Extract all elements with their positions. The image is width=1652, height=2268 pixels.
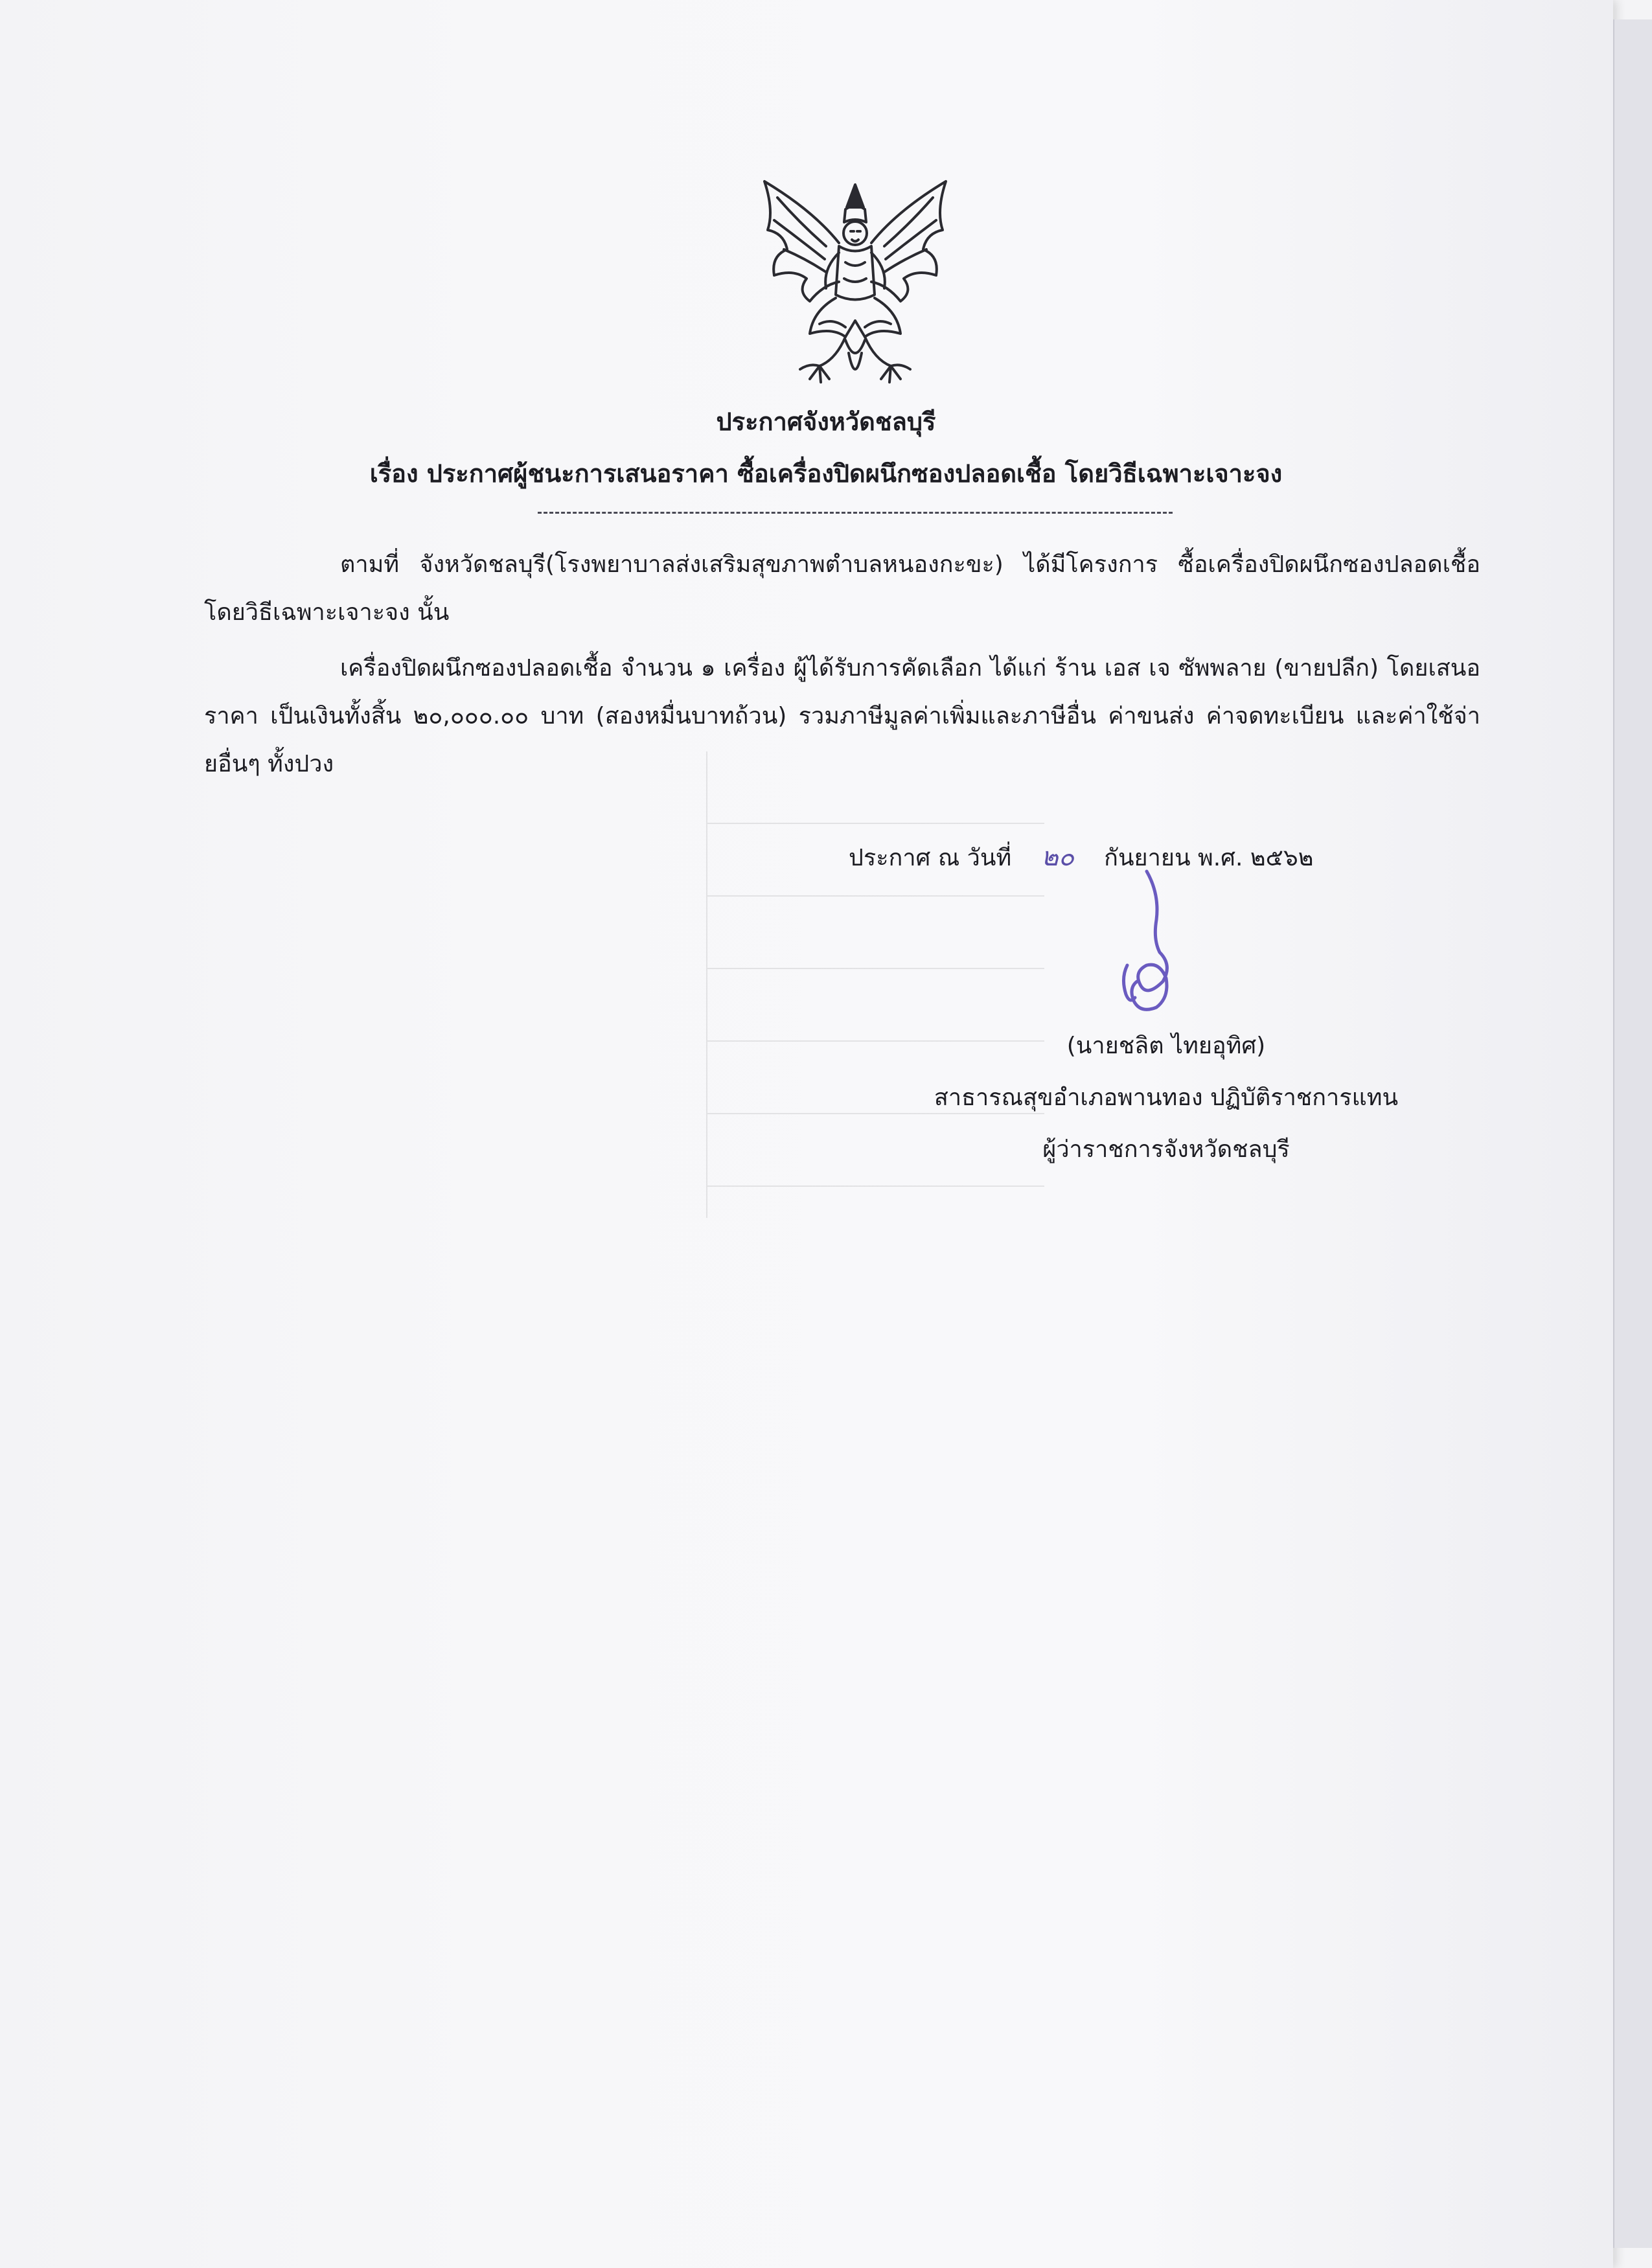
underlying-sheet-edge — [1613, 19, 1652, 2248]
signatory-name: (นายชลิต ไทยอุทิศ) — [1066, 1033, 1266, 1059]
garuda-emblem-icon — [748, 172, 962, 398]
signatory-office: ผู้ว่าราชการจังหวัดชลบุรี — [1042, 1136, 1290, 1163]
date-prefix: ประกาศ ณ วันที่ — [849, 845, 1012, 871]
date-day-handwritten: ๒๐ — [1041, 842, 1075, 872]
page-title: ประกาศจังหวัดชลบุรี — [716, 407, 936, 436]
separator-rule — [538, 512, 1173, 514]
subject-line: เรื่อง ประกาศผู้ชนะการเสนอราคา ซื้อเครื่องปิดผนึกซองปลอดเชื้อ โดยวิธีเฉพาะเจาะจง — [369, 459, 1283, 488]
signatory-position: สาธารณสุขอำเภอพานทอง ปฏิบัติราชการแทน — [934, 1084, 1399, 1111]
handwritten-signature-icon — [1101, 868, 1192, 1017]
date-line — [849, 836, 1313, 877]
body-paragraph-2: เครื่องปิดผนึกซองปลอดเชื้อ จำนวน ๑ เครื่อง ผู้ได้รับการคัดเลือก ได้แก่ ร้าน เอส เจ ซัพพลาย (ขายปลีก) โดยเสนอราคา เป็นเงินทั้งสิ้น ๒๐,๐๐๐.๐๐ บาท (สองหมื่นบาทถ้วน) รวมภาษีมูลค่าเพิ่มและภาษีอื่น ค่าขนส่ง ค่าจดทะเบียน และค่าใช้จ่ายอื่นๆ ทั้งปวง — [204, 655, 1480, 777]
date-month-year: กันยายน พ.ศ. ๒๕๖๒ — [1104, 845, 1314, 871]
body-paragraph-1: ตามที่ จังหวัดชลบุรี(โรงพยาบาลส่งเสริมสุขภาพตำบลหนองกะขะ) ได้มีโครงการ ซื้อเครื่องปิดผนึกซองปลอดเชื้อ โดยวิธีเฉพาะเจาะจง นั้น — [204, 551, 1480, 626]
